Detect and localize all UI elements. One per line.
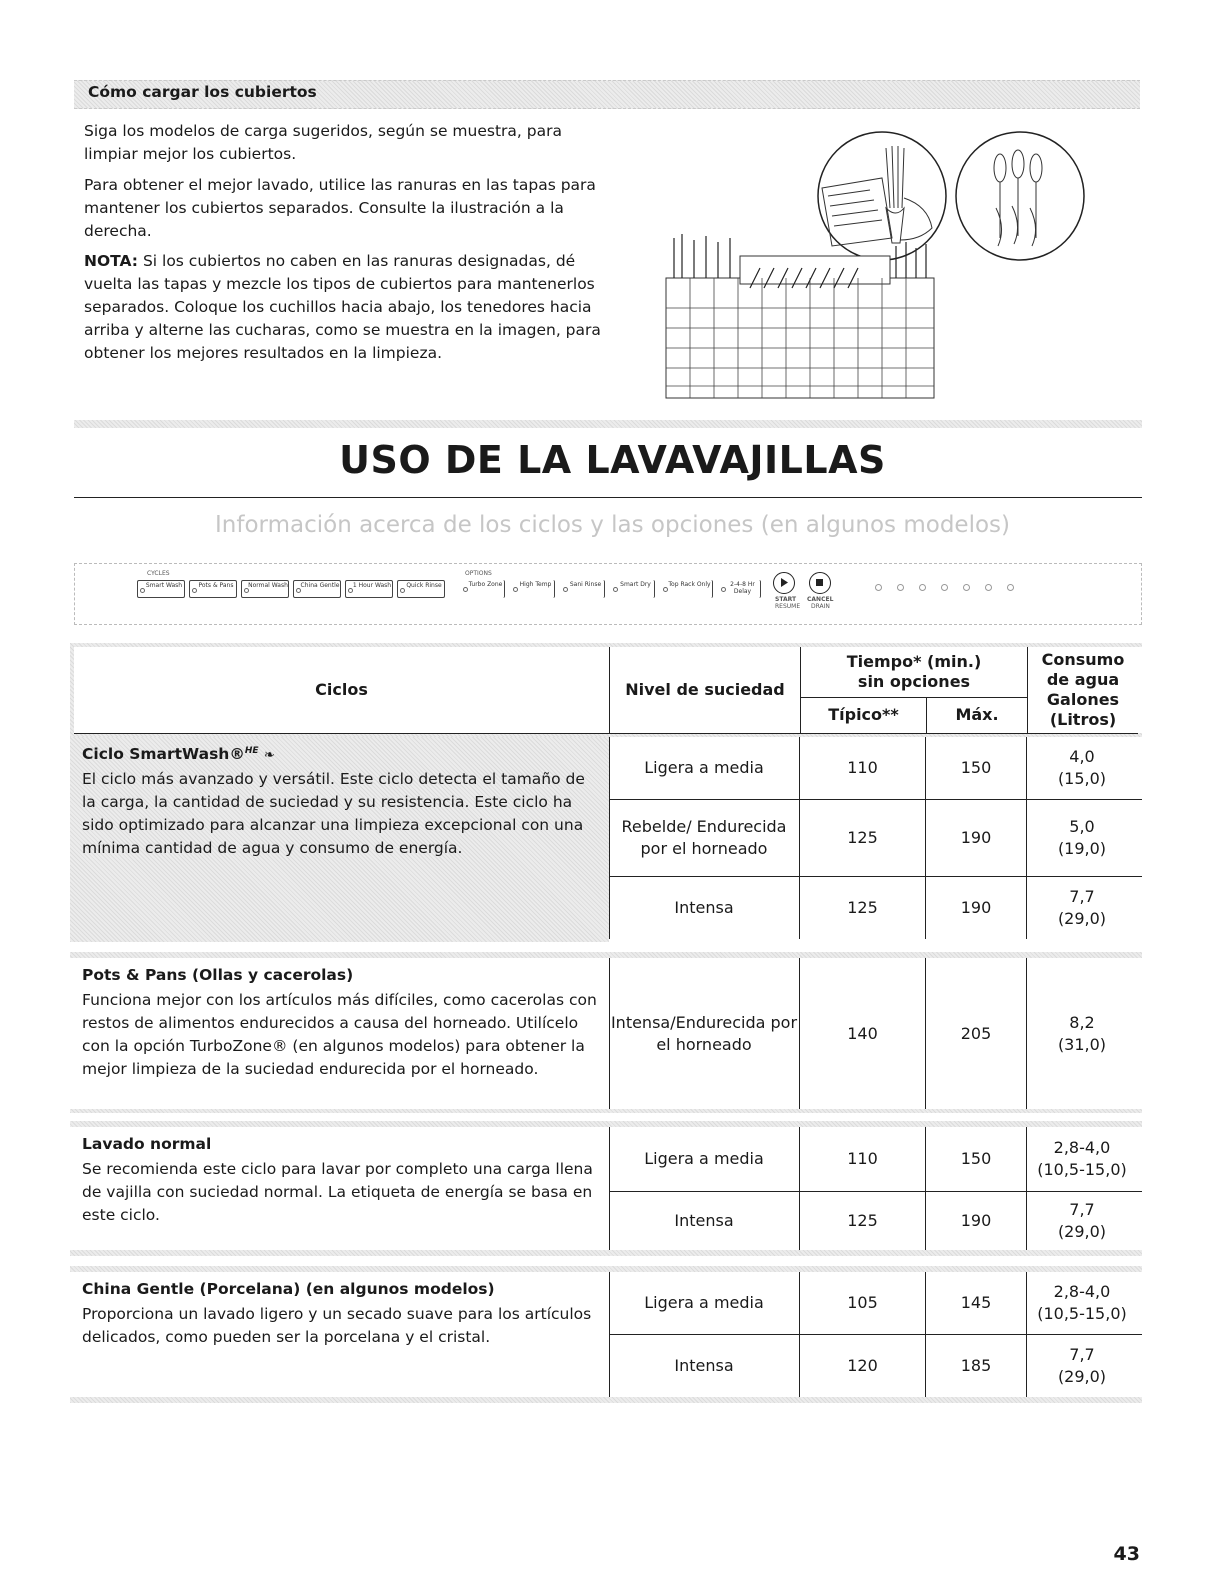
cycle-table — [70, 643, 1142, 1403]
table-cell-agua: 8,2 (31,0) — [1057, 1012, 1107, 1054]
start-button-icon — [773, 572, 795, 594]
header-consumo — [1028, 647, 1138, 733]
cycle-button-smart-wash: Smart Wash — [137, 580, 185, 598]
control-panel-illustration — [74, 563, 1142, 625]
header-consumo-line2: de agua — [1046, 670, 1120, 689]
table-cell-tipico: 110 — [847, 1149, 878, 1168]
status-light-icon — [897, 584, 904, 591]
table-cell-tipico: 125 — [847, 898, 878, 917]
status-light-icon — [985, 584, 992, 591]
option-button-sani-rinse: Sani Rinse — [561, 580, 605, 598]
header-max: Máx. — [955, 705, 999, 724]
cycle-name: Pots & Pans (Ollas y cacerolas) — [82, 966, 354, 984]
header-tiempo-line1: Tiempo* (min.) — [846, 652, 982, 671]
table-cell-max: 190 — [960, 828, 992, 847]
section-title: Cómo cargar los cubiertos — [88, 83, 317, 101]
table-cell-max: 145 — [960, 1293, 992, 1312]
table-cell-agua: 4,0 (15,0) — [1057, 747, 1107, 788]
cycle-group-pots-pans — [70, 952, 1142, 1113]
cycle-button-china-gentle: China Gentle — [293, 580, 341, 598]
cycle-button-normal-wash: Normal Wash — [241, 580, 289, 598]
page-title: USO DE LA LAVAVAJILLAS — [339, 438, 886, 482]
note-text: Si los cubiertos no caben en las ranuras designadas, dé vuelta las tapas y mezcle los tipos de cubiertos para mantenerlos separados. Coloque los cuchillos hacia abajo, los tenedores hacia arriba y alterne las cucharas, como se muestra en la imagen, para obtener los mejores resultados en la limpieza. — [84, 252, 601, 362]
table-cell-tipico: 125 — [847, 828, 878, 847]
cycle-name: Ciclo SmartWash®$^{HE}$ ❧ — [82, 745, 275, 763]
table-header — [70, 643, 1142, 737]
table-cell-nivel: Intensa — [674, 1356, 734, 1375]
table-cell-agua: 2,8-4,0 (10,5-15,0) — [1037, 1282, 1127, 1323]
table-cell-tipico: 125 — [847, 1211, 878, 1230]
header-consumo-line3: Galones — [1046, 690, 1120, 709]
page-subtitle: Información acerca de los ciclos y las opciones (en algunos modelos) — [215, 512, 1010, 538]
cycle-description: El ciclo más avanzado y versátil. Este ciclo detecta el tamaño de la carga, la cantidad de suciedad y su resistencia. Este ciclo ha sido optimizado para alcanzar una limpieza excepcional con una mínima cantidad de agua y consumo de energía. — [82, 770, 585, 857]
cancel-label: CANCEL — [807, 596, 834, 603]
option-button-top-rack-only: Top Rack Only — [661, 580, 713, 598]
cycle-group-normal — [70, 1121, 1142, 1256]
cancel-button-icon — [809, 572, 831, 594]
table-cell-tipico: 105 — [847, 1293, 878, 1312]
header-consumo-line4: (Litros) — [1049, 710, 1117, 729]
note-label: NOTA: — [84, 252, 139, 270]
cycle-button-1-hour-wash: 1 Hour Wash — [345, 580, 393, 598]
header-tiempo-line2: sin opciones — [857, 672, 971, 691]
option-button-high-temp: High Temp — [511, 580, 555, 598]
status-light-icon — [941, 584, 948, 591]
table-cell-tipico: 120 — [847, 1356, 878, 1375]
cycle-button-pots-pans: Pots & Pans — [189, 580, 237, 598]
cycle-description: Funciona mejor con los artículos más difíciles, como cacerolas con restos de alimentos endurecidos a causa del horneado. Utilícelo con la opción TurboZone® (en algunos modelos) para obtener la mejor limpieza de la suciedad endurecida por el horneado. — [82, 991, 597, 1078]
intro-paragraph-2: Para obtener el mejor lavado, utilice las ranuras en las tapas para mantener los cubiertos separados. Consulte la ilustración a la derecha. — [84, 176, 596, 240]
header-tipico: Típico** — [828, 705, 899, 724]
header-nivel: Nivel de suciedad — [625, 680, 785, 699]
cycle-button-quick-rinse: Quick Rinse — [397, 580, 445, 598]
drain-label: DRAIN — [811, 603, 830, 610]
table-cell-nivel: Ligera a media — [644, 758, 764, 777]
start-label: START — [775, 596, 797, 603]
cycle-name: Lavado normal — [82, 1135, 212, 1153]
header-ciclos: Ciclos — [315, 680, 368, 699]
section-header — [74, 80, 1140, 109]
table-cell-max: 150 — [960, 1149, 992, 1168]
table-cell-max: 185 — [960, 1356, 992, 1375]
cycle-name: China Gentle (Porcelana) (en algunos modelos) — [82, 1280, 495, 1298]
cycle-group-smartwash — [70, 737, 1142, 942]
silverware-basket-illustration — [660, 128, 1150, 400]
table-cell-nivel: Ligera a media — [644, 1293, 764, 1312]
table-cell-agua: 5,0 (19,0) — [1057, 817, 1107, 858]
note-paragraph — [84, 250, 604, 365]
resume-label: RESUME — [775, 603, 801, 610]
table-cell-max: 190 — [960, 1211, 992, 1230]
table-cell-max: 150 — [960, 758, 992, 777]
table-cell-agua: 7,7 (29,0) — [1057, 887, 1107, 928]
table-cell-max: 205 — [960, 1023, 992, 1043]
table-cell-nivel: Intensa — [674, 1211, 734, 1230]
intro-paragraph-1: Siga los modelos de carga sugeridos, según se muestra, para limpiar mejor los cubiertos. — [84, 122, 562, 163]
table-cell-nivel: Intensa/Endurecida por el horneado — [610, 1012, 798, 1054]
status-light-icon — [963, 584, 970, 591]
cycle-description: Se recomienda este ciclo para lavar por completo una carga llena de vajilla con suciedad normal. La etiqueta de energía se basa en este ciclo. — [82, 1160, 593, 1224]
header-tiempo — [801, 647, 1027, 697]
table-cell-nivel: Intensa — [674, 898, 734, 917]
status-light-icon — [919, 584, 926, 591]
table-cell-tipico: 140 — [847, 1023, 878, 1043]
cycles-label: CYCLES — [147, 570, 170, 577]
option-button-smart-dry: Smart Dry — [611, 580, 655, 598]
status-light-icon — [875, 584, 882, 591]
cycle-group-china-gentle — [70, 1266, 1142, 1403]
status-light-icon — [1007, 584, 1014, 591]
option-button-delay: 2-4-8 Hr Delay — [719, 580, 761, 598]
options-label: OPTIONS — [465, 570, 492, 577]
table-cell-max: 190 — [960, 898, 992, 917]
table-cell-agua: 2,8-4,0 (10,5-15,0) — [1037, 1138, 1127, 1179]
header-consumo-line1: Consumo — [1041, 650, 1125, 669]
table-cell-tipico: 110 — [847, 758, 878, 777]
title-rule — [74, 497, 1142, 498]
cycle-description: Proporciona un lavado ligero y un secado suave para los artículos delicados, como pueden ser la porcelana y el cristal. — [82, 1305, 592, 1346]
table-cell-nivel: Ligera a media — [644, 1149, 764, 1168]
divider-band — [74, 420, 1142, 428]
page-number: 43 — [1113, 1543, 1140, 1565]
table-cell-agua: 7,7 (29,0) — [1057, 1200, 1107, 1241]
table-cell-agua: 7,7 (29,0) — [1057, 1345, 1107, 1386]
table-cell-nivel: Rebelde/ Endurecida por el horneado — [621, 817, 787, 858]
option-button-turbo-zone: Turbo Zone — [461, 580, 505, 598]
leaf-icon: ❧ — [263, 748, 275, 763]
